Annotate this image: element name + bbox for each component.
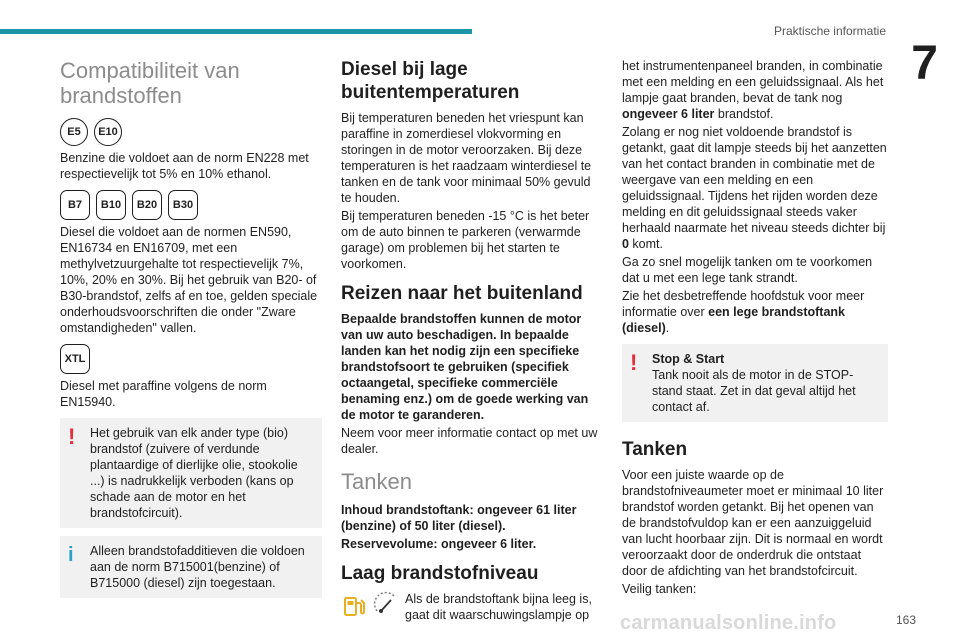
low-temp-text-2: Bij temperaturen beneden -15 °C is het beter om de auto binnen te parkeren (verwarmde garage) om problemen bij het starten te voorkomen. xyxy=(341,209,590,271)
header-accent-bar xyxy=(0,29,472,34)
low-temp-text-1: Bij temperaturen beneden het vriespunt kan paraffine in zomerdiesel vlokvorming en storingen in de motor veroorzaken. Bij deze temperaturen is het raadzaam winterdiesel te tanken en de tank voor minimaal 50% gevuld te houden. xyxy=(341,111,592,205)
badge-b7-icon: B7 xyxy=(60,190,90,220)
low-fuel-continued: het instrumentenpaneel branden, in combinatie met een melding en een geluidssignaal. Als het lampje gaat branden, bevat de tank nog ongeveer 6 liter brandstof. xyxy=(622,59,884,121)
low-fuel-text: Als de brandstoftank bijna leeg is, gaat dit waarschuwingslampje op xyxy=(405,592,592,622)
column-left xyxy=(60,58,322,606)
heading-low-fuel: Laag brandstofniveau xyxy=(341,563,539,584)
warning-icon: ! xyxy=(68,424,76,449)
xtl-text: Diesel met paraffine volgens de norm EN15940. xyxy=(60,379,267,409)
low-fuel-row xyxy=(341,591,603,623)
heading-travel-abroad: Reizen naar het buitenland xyxy=(341,283,583,304)
warning-text: Het gebruik van elk ander type (bio) brandstof (zuivere of verdunde plantaardige of dierlijke olie, stookolie ...) is nadrukkelijk verboden (kans op schade aan de motor en het brandstofcircuit). xyxy=(90,426,298,520)
badge-b10-icon: B10 xyxy=(96,190,126,220)
info-icon: i xyxy=(68,544,74,566)
watermark: carmanualsonline.info xyxy=(620,612,837,634)
fuel-pump-icon xyxy=(341,593,367,619)
heading-refuelling: Tanken xyxy=(341,469,412,494)
info-text: Alleen brandstofadditieven die voldoen aan de norm B715001(benzine) of B715000 (diesel) zijn toegestaan. xyxy=(90,544,305,590)
warning-note xyxy=(60,418,322,528)
refuel-text: Voor een juiste waarde op de brandstofniveaumeter moet er minimaal 10 liter brandstof worden getankt. Bij het openen van de brandstofvuldop kan er een aanzuiggeluid van lucht hoorbaar zijn. Dit is normaal en wordt veroorzaakt door de onderdruk die ontstaat door de afdichting van het brandstofcircuit. xyxy=(622,468,884,578)
xtl-badges xyxy=(60,344,322,374)
petrol-badges xyxy=(60,118,322,146)
safe-refuel-label: Veilig tanken: xyxy=(622,582,697,596)
warning-icon: ! xyxy=(630,350,638,375)
column-middle xyxy=(341,58,603,623)
abroad-dealer-text: Neem voor meer informatie contact op met uw dealer. xyxy=(341,426,598,456)
low-fuel-repeat-text: Zolang er nog niet voldoende brandstof is getankt, gaat dit lampje steeds bij het aanzetten van het contact branden in combinatie met de weergave van een melding en een geluidssignaal. Tijdens het rijden worden deze melding en dit geluidssignaal steeds vaker herhaald naarmate het niveau steeds dichter bij 0 komt. xyxy=(622,125,887,251)
stop-start-title: Stop & Start xyxy=(652,352,725,366)
fuel-gauge-icon xyxy=(373,591,399,617)
page-number: 163 xyxy=(895,613,916,627)
badge-e10-icon: E10 xyxy=(94,118,122,146)
petrol-text: Benzine die voldoet aan de norm EN228 met respectievelijk tot 5% en 10% ethanol. xyxy=(60,151,309,181)
heading-refuel: Tanken xyxy=(622,439,688,460)
refuel-soon-text: Ga zo snel mogelijk tanken om te voorkomen dat u met een lege tank strandt. xyxy=(622,255,873,285)
column-right xyxy=(622,58,888,599)
diesel-text: Diesel die voldoet aan de normen EN590, EN16734 en EN16709, met een methylvetzuurgehalte tot respectievelijk 7%, 10%, 20% en 30%. Bij het gebruik van B20- of B30-brandstof, zelfs af en toe, gelden speciale onderhoudsvoorschriften die onder "Zware omstandigheden" vallen. xyxy=(60,225,318,335)
diesel-badges xyxy=(60,190,322,220)
info-note xyxy=(60,536,322,598)
badge-e5-icon: E5 xyxy=(60,118,88,146)
abroad-warning-text: Bepaalde brandstoffen kunnen de motor van uw auto beschadigen. In bepaalde landen kan het nodig zijn een specifieke brandstofsoort te gebruiken (specifiek octaangetal, specifieke commerciële benaming enz.) om de goede werking van de motor te garanderen. xyxy=(341,312,589,422)
tank-capacity: Inhoud brandstoftank: ongeveer 61 liter (benzine) of 50 liter (diesel). xyxy=(341,503,577,533)
heading-diesel-low-temp: Diesel bij lage buitentemperaturen xyxy=(341,59,520,103)
heading-fuel-compatibility: Compatibiliteit van brandstoffen xyxy=(60,58,240,108)
stop-start-note xyxy=(622,344,888,422)
badge-xtl-icon: XTL xyxy=(60,344,90,374)
stop-start-text: Tank nooit als de motor in de STOP-stand staat. Zet in dat geval altijd het contact af. xyxy=(652,368,856,414)
chapter-number: 7 xyxy=(911,37,938,90)
badge-b20-icon: B20 xyxy=(132,190,162,220)
see-chapter-text: Zie het desbetreffende hoofdstuk voor meer informatie over een lege brandstoftank (diesel). xyxy=(622,289,865,335)
section-title: Praktische informatie xyxy=(773,24,886,38)
tank-reserve: Reservevolume: ongeveer 6 liter. xyxy=(341,537,537,551)
badge-b30-icon: B30 xyxy=(168,190,198,220)
